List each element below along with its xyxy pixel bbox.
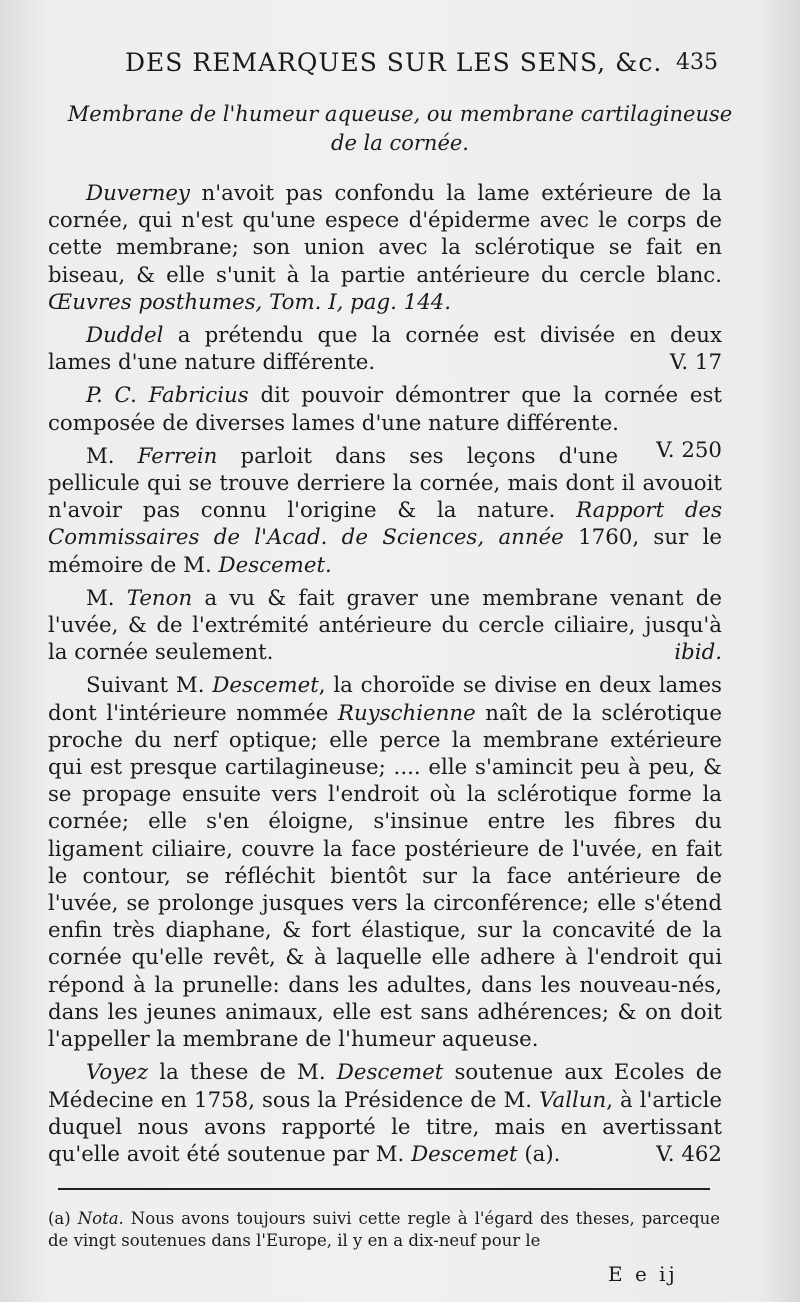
author-name: Ferrein [137, 443, 218, 469]
page-number: 435 [676, 50, 718, 75]
reference: V. 462 [656, 1141, 722, 1167]
running-head [0, 48, 800, 88]
paragraph-tenon [48, 585, 722, 667]
term: Ruyschienne [337, 700, 476, 726]
prefix: M. [86, 443, 138, 469]
section-title [40, 100, 760, 158]
paragraph-text: n'avoit pas confondu la lame extérieure de la cornée, qui n'est qu'une espece d'épiderme avec le corps de cette membrane; son union avec la sclérotique se fait en biseau, & elle s'unit à la partie antérieure du cercle blanc. [48, 181, 722, 288]
running-title: DES REMARQUES SUR LES SENS, &c. [125, 48, 663, 77]
lead-word: Voyez [86, 1060, 149, 1086]
reference-name: Descemet. [218, 552, 332, 578]
paragraph-text: , la choroïde se divise en deux lames dont l'intérieure nommée [48, 673, 722, 726]
author-name: Duddel [86, 323, 164, 349]
paragraph-voyez [48, 1059, 722, 1168]
paragraph-duverney [48, 180, 722, 316]
reference: Rapport des Commissaires de l'Acad. de Sciences, année [48, 498, 723, 551]
author-name: Descemet [411, 1141, 518, 1167]
footnote [48, 1208, 720, 1252]
section-title-line-1: Membrane de l'humeur aqueuse, ou membrane cartilagineuse [67, 102, 733, 126]
paragraph-text: soutenue aux Ecoles de Médecine en 1758, sous la Présidence de M. [48, 1060, 722, 1113]
author-name: Descemet [212, 673, 319, 699]
signature-mark: E e ij [608, 1262, 678, 1286]
reference: Œuvres posthumes, Tom. I, pag. 144. [48, 289, 452, 315]
author-name: P. C. Fabricius [86, 383, 249, 409]
paragraph-text: naît de la sclérotique proche du nerf optique; elle perce la membrane extérieure qui est presque cartilagineuse; .... elle s'amincit peu à peu, & se propage ensuite vers l'endroit où la sclérotique forme la cornée; elle s'en éloigne, s'insinue entre les fibres du ligament ciliaire, couvre la face postérieure de l'uvée, en fait le contour, se réfléchit bientôt sur la face antérieure de l'uvée, se prolonge jusques vers la circonférence; elle s'étend enfin très diaphane, & fort élastique, sur la concavité de la cornée qu'elle revêt, & à laquelle elle adhere à l'endroit qui répond à la prunelle: dans les adultes, dans les nouveau-nés, dans les jeunes animaux, elle est sans adhérences; & on doit l'appeller la membrane de l'humeur aqueuse. [48, 700, 722, 1053]
body-text [48, 180, 722, 1174]
paragraph-duddel [48, 322, 722, 376]
author-name: Tenon [126, 585, 193, 611]
footnote-text: Nous avons toujours suivi cette regle à l'égard des theses, parceque de vingt soutenues dans l'Europe, il y en a dix-neuf pour le [48, 1209, 720, 1250]
reference: V. 250 [656, 437, 722, 463]
paragraph-descemet [48, 672, 722, 1053]
reference: V. 17 [669, 350, 722, 376]
paragraph-text: a prétendu que la cornée est divisée en deux lames d'une nature différente. [48, 323, 722, 376]
paragraph-text: la these de M. [148, 1060, 337, 1086]
paragraph-text: parloit dans ses leçons d'une pellicule qui se trouve derriere la cornée, mais dont il avouoit n'avoir pas connu l'origine & la nature. [48, 443, 722, 524]
section-title-line-2: de la cornée. [331, 131, 469, 155]
paragraph-text: dit pouvoir démontrer que la cornée est composée de diverses lames d'une nature différente. [48, 383, 722, 436]
prefix: Suivant M. [86, 673, 213, 699]
footnote-rule [58, 1188, 710, 1190]
footnote-mark: (a). [517, 1141, 561, 1167]
paragraph-text: a vu & fait graver une membrane venant de l'uvée, & de l'extrémité antérieure du cercle ciliaire, jusqu'à la cornée seulement. [48, 585, 722, 666]
footnote-mark: (a) [48, 1209, 78, 1228]
reference: ibid. [674, 640, 722, 666]
paragraph-text: , à l'article duquel nous avons rapporté le titre, mais en avertissant qu'elle avoit été soutenue par M. [48, 1087, 722, 1167]
author-name: Duverney [86, 181, 190, 206]
author-name: Vallun [539, 1087, 607, 1113]
author-name: Descemet [336, 1060, 444, 1086]
footnote-label: Nota. [77, 1209, 124, 1228]
reference-year: 1760, sur le mémoire de M. [48, 525, 722, 578]
prefix: M. [86, 585, 127, 611]
